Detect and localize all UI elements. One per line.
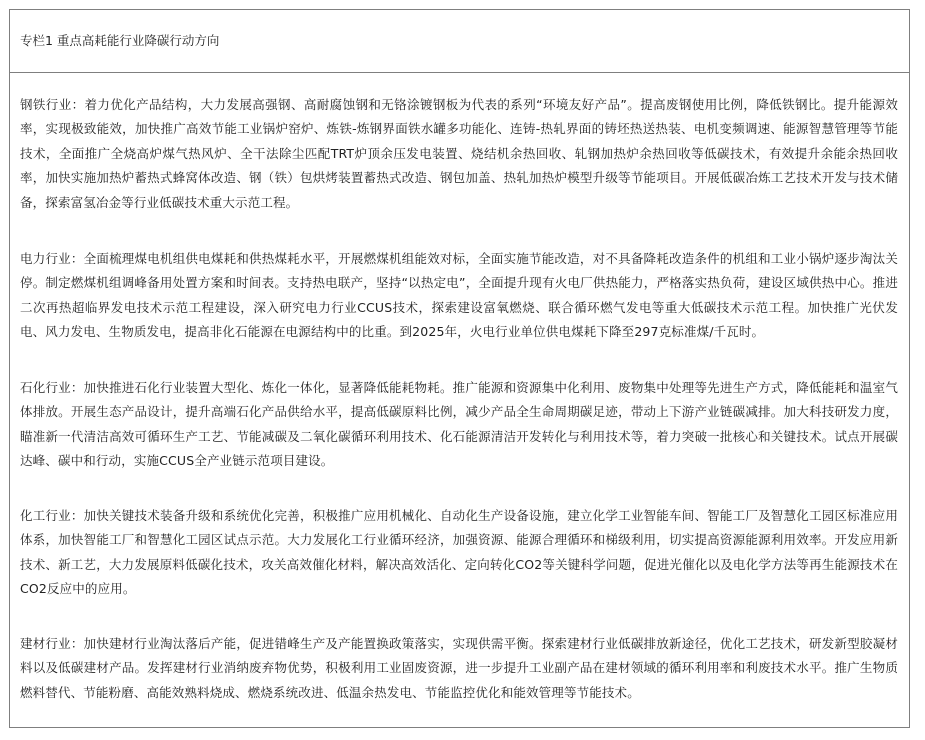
box-title: 专栏1 重点高耗能行业降碳行动方向: [20, 33, 220, 48]
title-row: [10, 10, 909, 73]
section-power: 电力行业：全面梳理煤电机组供电煤耗和供热煤耗水平，开展燃煤机组能效对标，全面实施节能改造，对不具备降耗改造条件的机组和工业小锅炉逐步淘汰关停。制定燃煤机组调峰备用处置方案和时间表。支持热电联产，坚持“以热定电”，全面提升现有火电厂供热能力，严格落实热负荷，建设区域供热中心。推进二次再热超临界发电技术示范工程建设，深入研究电力行业CCUS技术，探索建设富氧燃烧、联合循环燃气发电等重大低碳技术示范工程。加快推广光伏发电、风力发电、生物质发电，提高非化石能源在电源结构中的比重。到2025年，火电行业单位供电煤耗下降至297克标准煤/千瓦时。: [20, 251, 898, 340]
column-box: [9, 9, 910, 728]
section-chemical: 化工行业：加快关键技术装备升级和系统优化完善，积极推广应用机械化、自动化生产设备设施，建立化学工业智能车间、智能工厂及智慧化工园区标准应用体系，加快智能工厂和智慧化工园区试点示范。大力发展化工行业循环经济，加强资源、能源合理循环和梯级利用，切实提高资源能源利用效率。开发应用新技术、新工艺，大力发展原料低碳化技术，攻关高效催化材料，解决高效活化、定向转化CO2等关键科学问题，促进光催化以及电化学方法等再生能源技术在CO2反应中的应用。: [20, 508, 898, 597]
section-petrochemical: 石化行业：加快推进石化行业装置大型化、炼化一体化，显著降低能耗物耗。推广能源和资源集中化利用、废物集中处理等先进生产方式，降低能耗和温室气体排放。开展生态产品设计，提升高端石化产品供给水平，提高低碳原料比例，减少产品全生命周期碳足迹，带动上下游产业链碳减排。加大科技研发力度，瞄准新一代清洁高效可循环生产工艺、节能减碳及二氧化碳循环利用技术、化石能源清洁开发转化与利用技术等，着力突破一批核心和关键技术。试点开展碳达峰、碳中和行动，实施CCUS全产业链示范项目建设。: [20, 380, 898, 469]
section-building-materials: 建材行业：加快建材行业淘汰落后产能，促进错峰生产及产能置换政策落实，实现供需平衡。探索建材行业低碳排放新途径，优化工艺技术，研发新型胶凝材料以及低碳建材产品。发挥建材行业消纳废弃物优势，积极利用工业固废资源，进一步提升工业副产品在建材领域的循环利用率和利废技术水平。推广生物质燃料替代、节能粉磨、高能效熟料烧成、燃烧系统改进、低温余热发电、节能监控优化和能效管理等节能技术。: [20, 636, 898, 700]
section-steel: 钢铁行业：着力优化产品结构，大力发展高强钢、高耐腐蚀钢和无铬涂镀钢板为代表的系列“环境友好产品”。提高废钢使用比例，降低铁钢比。提升能源效率，实现极致能效，加快推广高效节能工业锅炉窑炉、炼铁-炼钢界面铁水罐多功能化、连铸-热轧界面的铸坯热送热装、电机变频调速、能源智慧管理等节能技术，全面推广全烧高炉煤气热风炉、全干法除尘匹配TRT炉顶余压发电装置、烧结机余热回收、轧钢加热炉余热回收等低碳技术，有效提升余能余热回收率，加快实施加热炉蓄热式蜂窝体改造、钢（铁）包烘烤装置蓄热式改造、钢包加盖、热轧加热炉模型升级等节能项目。开展低碳冶炼工艺技术开发与技术储备，探索富氢冶金等行业低碳技术重大示范工程。: [20, 97, 898, 210]
